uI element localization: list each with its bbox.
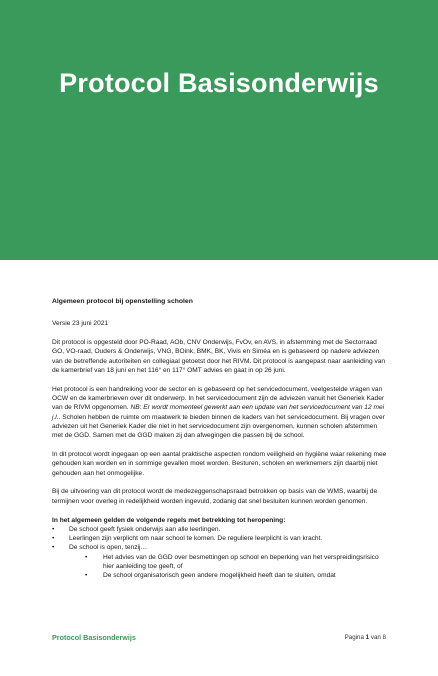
page-total: 8: [382, 634, 386, 641]
paragraph-medezeggenschap: Bij de uitvoering van dit protocol wordt de medezeggenschapsraad betrokken op basis van de WMS, waarbij de termijnen voor overleg in redelijkheid worden ingevuld, zodanig dat snel besluiten kunnen worden genomen.: [52, 488, 378, 505]
list-item-text: Leerlingen zijn verplicht om naar school te komen. De reguliere leerplicht is van kracht.: [69, 535, 323, 543]
paragraph-handreiking-note: NB: Er wordt momenteel gewerkt aan een update van het servicedocument van 12 mei j.l.: [52, 404, 385, 421]
bullet-glyph: •: [52, 535, 55, 543]
rules-list: [52, 525, 387, 553]
list-item-text: De school is open, tenzij…: [69, 544, 148, 552]
subrules-list: [85, 553, 387, 581]
version-line: Versie 23 juni 2021: [52, 320, 109, 328]
title-banner: [0, 0, 438, 260]
list-item-text: De school geeft fysiek onderwijs aan alle leerlingen.: [69, 525, 221, 533]
list-item: [52, 525, 387, 534]
page-separator: van: [369, 634, 383, 641]
paragraph-veiligheid: In dit protocol wordt ingegaan op een aantal praktische aspecten rondom veiligheid en hygiëne waar rekening mee gehouden kan worden en in sommige gevallen moet worden. Besturen, scholen en werknemers zijn daarbij niet gehouden aan het onmogelijke.: [52, 451, 387, 477]
bullet-glyph: •: [85, 572, 88, 580]
paragraph-handreiking-text-a: Het protocol is een handreiking voor de sector en is gebaseerd op het servicedocument, veelgestelde vragen van OCW en de kamerbrieven over dit onderwerp. In het servicedocument zijn de adviezen vanuit het Generiek Kader van de RIVM opgenomen.: [52, 385, 385, 412]
paragraph-intro: Dit protocol is opgesteld door PO-Raad, AOb, CNV Onderwijs, FvOv, en AVS, in afstemming met de Sectorraad GO, VO-raad, Ouders & Onderwijs, VNG, BOink, BMK, BK, Vivis en Siméa en is gebaseerd op nadere adviezen van de betreffende autoriteiten en collegiaal getoetst door het RIVM. Dit protocol is aangepast naar aanleiding van de kamerbrief van 18 juni en het 116° en 117° OMT advies en gaat in op 26 juni.: [52, 339, 386, 374]
document-body: [52, 297, 387, 581]
list-item: [85, 571, 387, 580]
bullet-glyph: •: [52, 525, 55, 533]
paragraph-handreiking-text-b: . Scholen hebben de ruimte om maatwerk te bieden binnen de kaders van het servicedocument. Bij vragen over adviezen uit het Generiek Kader die niet in het servicedocument zijn overgenomen, kunnen scholen afstemmen met de GGD. Samen met de GGD maken zij dan afwegingen die passen bij de school.: [52, 413, 385, 440]
list-item-text: De school organisatorisch geen andere mogelijkheid heeft dan te sluiten, omdat: [103, 572, 336, 580]
list-item: [52, 543, 387, 552]
document-title: Protocol Basisonderwijs: [59, 68, 379, 98]
list-item: [52, 534, 387, 543]
footer-title: Protocol Basisonderwijs: [52, 633, 136, 642]
page-prefix: Pagina: [344, 634, 366, 641]
page-number: [345, 634, 386, 641]
rules-heading: In het algemeen gelden de volgende regels met betrekking tot heropening:: [52, 516, 286, 524]
section-heading: Algemeen protocol bij openstelling scholen: [52, 298, 193, 305]
paragraph-handreiking: [52, 385, 387, 441]
list-item: [85, 553, 387, 572]
bullet-glyph: •: [85, 553, 88, 561]
bullet-glyph: •: [52, 544, 55, 552]
list-item-text: Het advies van de GGD over besmettingen op school en beperking van het verspreidingsrisico hier aanleiding toe geeft, of: [103, 553, 379, 571]
page-current: 1: [365, 634, 370, 641]
